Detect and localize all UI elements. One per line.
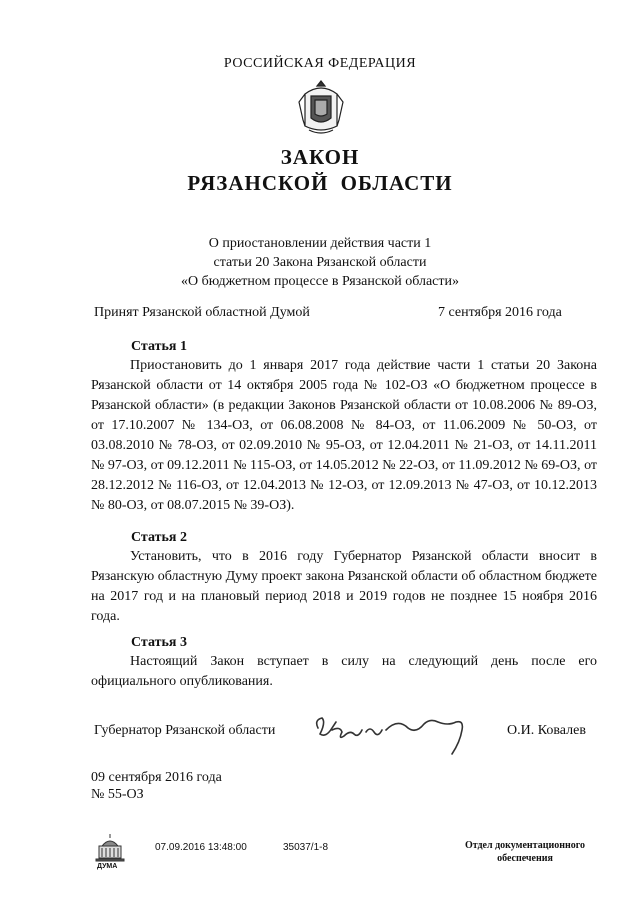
adopted-by: Принят Рязанской областной Думой bbox=[94, 305, 310, 320]
duma-logo-text: ДУМА bbox=[97, 863, 118, 870]
subject-line-2: статьи 20 Закона Рязанской области bbox=[213, 255, 427, 270]
law-title: ЗАКОН bbox=[280, 145, 360, 169]
law-region: РЯЗАНСКОЙ ОБЛАСТИ bbox=[187, 171, 453, 195]
subject-line-1: О приостановлении действия части 1 bbox=[208, 236, 432, 251]
footer-dept-line-2: обеспечения bbox=[497, 853, 553, 864]
country-header: РОССИЙСКАЯ ФЕДЕРАЦИЯ bbox=[223, 56, 417, 71]
footer-timestamp: 07.09.2016 13:48:00 bbox=[155, 842, 247, 853]
article-2-title: Статья 2 bbox=[131, 530, 187, 545]
article-1-text bbox=[91, 356, 597, 516]
article-2-text bbox=[91, 547, 597, 627]
article-3-text bbox=[91, 652, 597, 692]
article-2-body: Установить, что в 2016 году Губернатор Рязанской области вносит в Рязанскую областную Думу проект закона Рязанской области об областном бюджете на 2017 год и на плановый период 2018 и 2019 годов не позднее 15 ноября 2016 года. bbox=[91, 549, 597, 624]
footer-department bbox=[440, 839, 610, 865]
adopted-date: 7 сентября 2016 года bbox=[438, 305, 562, 320]
article-3-title: Статья 3 bbox=[131, 635, 187, 650]
footer-doc-id: 35037/1-8 bbox=[283, 842, 329, 853]
article-1-title: Статья 1 bbox=[131, 339, 187, 354]
article-1-body: Приостановить до 1 января 2017 года действие части 1 статьи 20 Закона Рязанской области от 14 октября 2005 года № 102-ОЗ «О бюджетном процессе в Рязанской области» (в редакции Законов Рязанской области от 10.08.2006 № 89-ОЗ, от 17.10.2007 № 134-ОЗ, от 06.08.2008 № 84-ОЗ, от 11.06.2009 № 50-ОЗ, от 03.08.2010 № 78-ОЗ, от 02.09.2010 № 95-ОЗ, от 12.04.2011 № 21-ОЗ, от 14.11.2011 № 97-ОЗ, от 09.12.2011 № 115-ОЗ, от 14.05.2012 № 22-ОЗ, от 11.09.2012 № 69-ОЗ, от 28.12.2012 № 116-ОЗ, от 12.04.2013 № 12-ОЗ, от 12.09.2013 № 47-ОЗ, от 10.12.2013 № 80-ОЗ, от 08.07.2015 № 39-ОЗ). bbox=[91, 358, 597, 513]
footer-dept-line-1: Отдел документационного bbox=[464, 840, 586, 851]
signing-date: 09 сентября 2016 года bbox=[91, 770, 222, 785]
signature-name: О.И. Ковалев bbox=[507, 723, 586, 738]
signature-position: Губернатор Рязанской области bbox=[94, 723, 276, 738]
subject-line-3: «О бюджетном процессе в Рязанской области» bbox=[180, 274, 459, 289]
coat-of-arms-icon bbox=[297, 80, 345, 136]
handwritten-signature bbox=[312, 708, 482, 758]
article-3-body: Настоящий Закон вступает в силу на следующий день после его официального опубликования. bbox=[91, 654, 597, 689]
signing-number: № 55-ОЗ bbox=[91, 787, 144, 802]
